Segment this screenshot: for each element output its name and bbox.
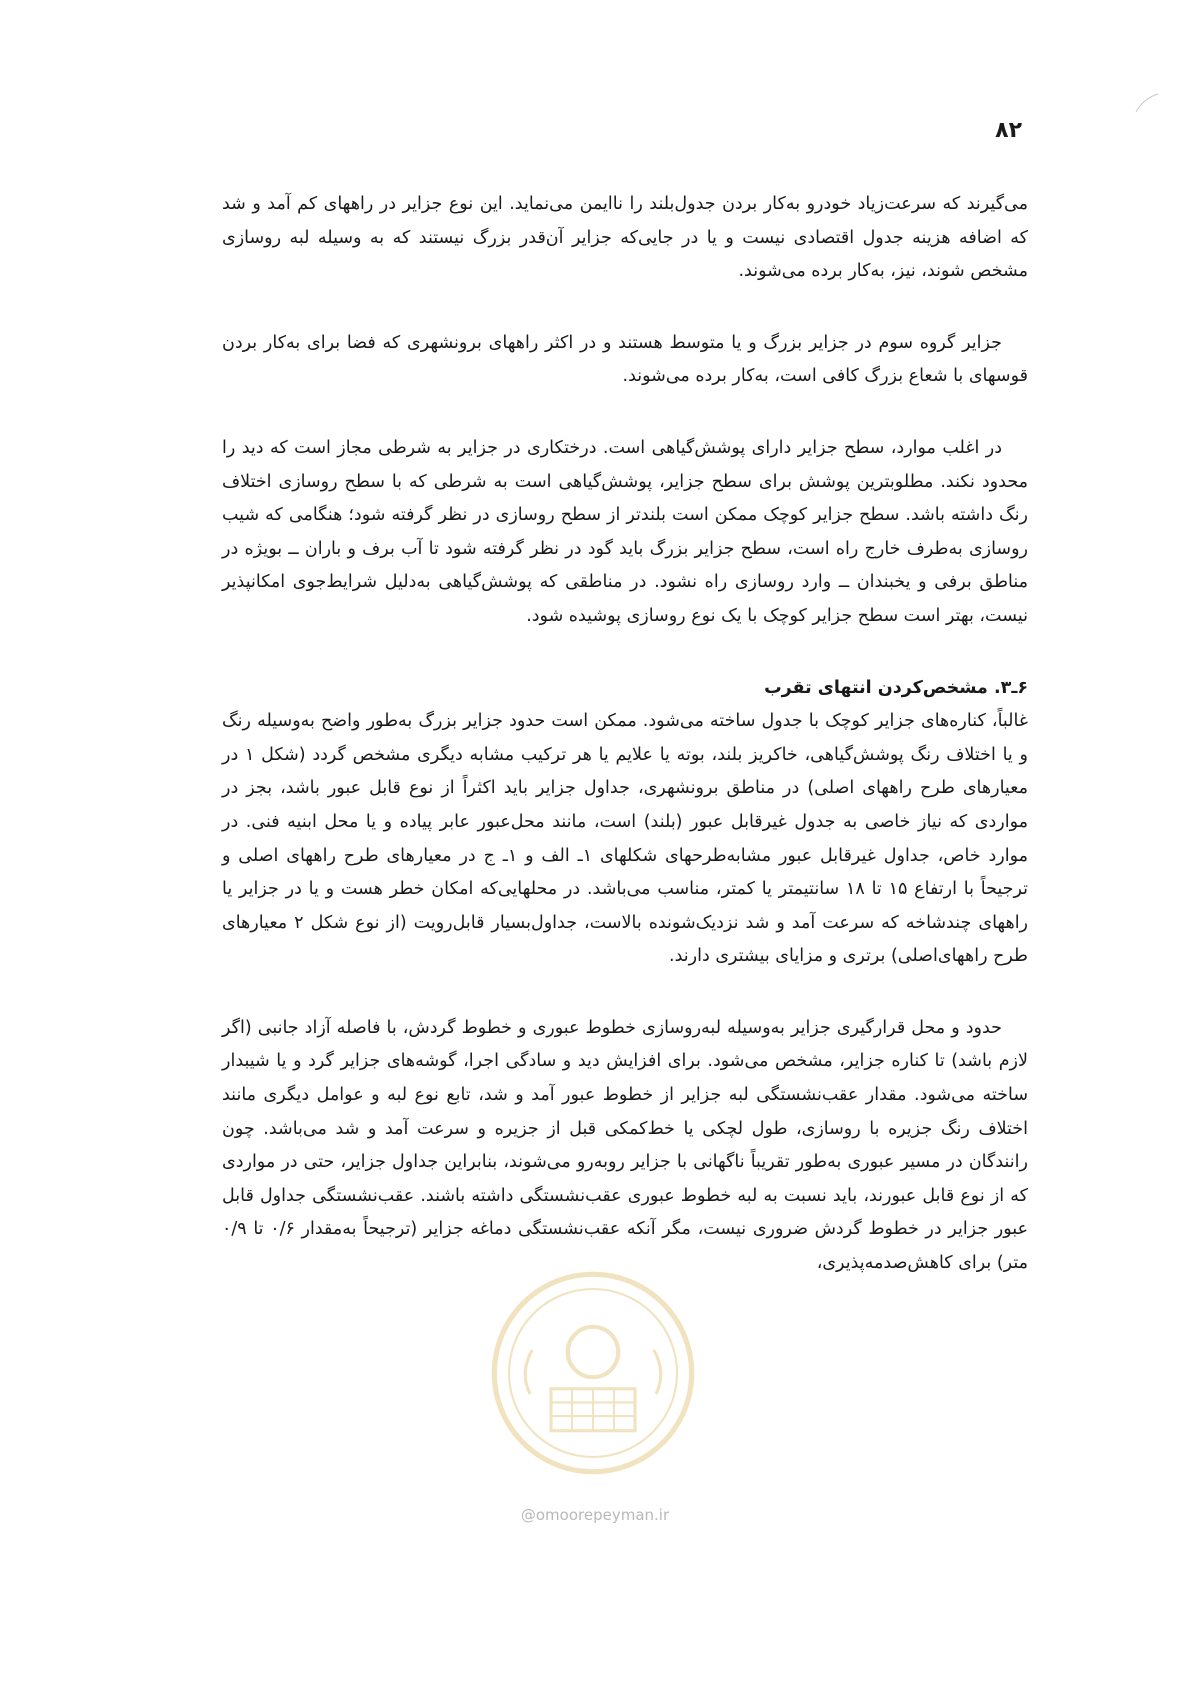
scan-artifact-mark: [1132, 88, 1162, 118]
paragraph-3: در اغلب موارد، سطح جزایر دارای پوشش‌گیاهی است. درختکاری در جزایر به شرطی مجاز است که دید را محدود نکند. مطلوبترین پوشش برای سطح جزایر، پوشش‌گیاهی است به شرطی که با سطح روسازی اختلاف رنگ داشته باشد. سطح جزایر کوچک ممکن است بلندتر از سطح روسازی در نظر گرفته شود؛ هنگامی که شیب روسازی به‌طرف خارج راه است، سطح جزایر بزرگ باید گود در نظر گرفته شود تا آب برف و باران ــ بویژه در مناطق برفی و یخبندان ــ وارد روسازی راه نشود. در مناطقی که پوشش‌گیاهی به‌دلیل شرایط‌جوی امکانپذیر نیست، بهتر است سطح جزایر کوچک با یک نوع روسازی پوشیده شود.: [222, 437, 1028, 626]
paragraph-4: غالباً، کناره‌های جزایر کوچک با جدول ساخته می‌شود. ممکن است حدود جزایر بزرگ به‌طور واضح به‌وسیله رنگ و یا اختلاف رنگ پوشش‌گیاهی، خاکریز بلند، بوته یا علایم یا هر ترکیب مشابه دیگری مشخص گردد (شکل ۱ در معیارهای طرح راههای اصلی) در مناطق برونشهری، جداول جزایر باید اکثراً از نوع قابل عبور باشد، بجز در مواردی که نیاز خاصی به جدول غیرقابل عبور (بلند) است، مانند محل‌عبور عابر پیاده و یا محل ابنیه فنی. در موارد خاص، جداول غیرقابل عبور مشابه‌طرحهای شکلهای ۱ـ الف و ۱ـ ج در معیارهای طرح راههای اصلی و ترجیحاً با ارتفاع ۱۵ تا ۱۸ سانتیمتر یا کمتر، مناسب می‌باشد. در محلهایی‌که امکان خطر هست و یا در جزایر یا راههای چندشاخه که سرعت آمد و شد نزدیک‌شونده بالاست، جداول‌بسیار قابل‌رویت (از نوع شکل ۲ معیارهای طرح راههای‌اصلی) برتری و مزایای بیشتری دارند.: [222, 711, 1029, 967]
watermark-seal-icon: [488, 1268, 698, 1478]
watermark-url: @omoorepeyman.ir: [520, 1506, 670, 1524]
page-number: ۸۲: [995, 118, 1022, 143]
section-heading: ۶ـ۳. مشخص‌کردن انتهای تقرب: [764, 677, 1028, 698]
paragraph-1: می‌گیرند که سرعت‌زیاد خودرو به‌کار بردن جدول‌بلند را ناایمن می‌نماید. این نوع جزایر در راههای کم آمد و شد که اضافه هزینه جدول اقتصادی نیست و یا در جایی‌که جزایر آن‌قدر بزرگ نیستند که به وسیله لبه روسازی مشخص شوند، نیز، به‌کار برده می‌شوند.: [222, 194, 1028, 282]
paragraph-2: جزایر گروه سوم در جزایر بزرگ و یا متوسط هستند و در اکثر راههای برونشهری که فضا برای به‌کار بردن قوسهای با شعاع بزرگ کافی است، به‌کار برده می‌شوند.: [222, 332, 1028, 387]
paragraph-5: حدود و محل قرارگیری جزایر به‌وسیله لبه‌روسازی خطوط عبوری و خطوط گردش، با فاصله آزاد جانبی (اگر لازم باشد) تا کناره جزایر، مشخص می‌شود. برای افزایش دید و سادگی اجرا، گوشه‌های جزایر گرد و یا شیبدار ساخته می‌شود. مقدار عقب‌نشستگی لبه جزایر از خطوط عبور آمد و شد، تابع نوع لبه و عوامل دیگری مانند اختلاف رنگ جزیره با روسازی، طول لچکی یا خط‌کمکی قبل از جزیره و سرعت آمد و شد می‌باشد. چون رانندگان در مسیر عبوری به‌طور تقریباً ناگهانی با جزایر روبه‌رو می‌شوند، بنابراین جداول جزایر، حتی در مواردی که از نوع قابل عبورند، باید نسبت به لبه خطوط عبوری عقب‌نشستگی داشته باشند. عقب‌نشستگی جداول قابل عبور جزایر در خطوط گردش ضروری نیست، مگر آنکه عقب‌نشستگی دماغه جزایر (ترجیحاً به‌مقدار ۰/۶ تا ۰/۹ متر) برای کاهش‌صدمه‌پذیری،: [222, 1017, 1029, 1274]
document-body: [222, 188, 1028, 1281]
